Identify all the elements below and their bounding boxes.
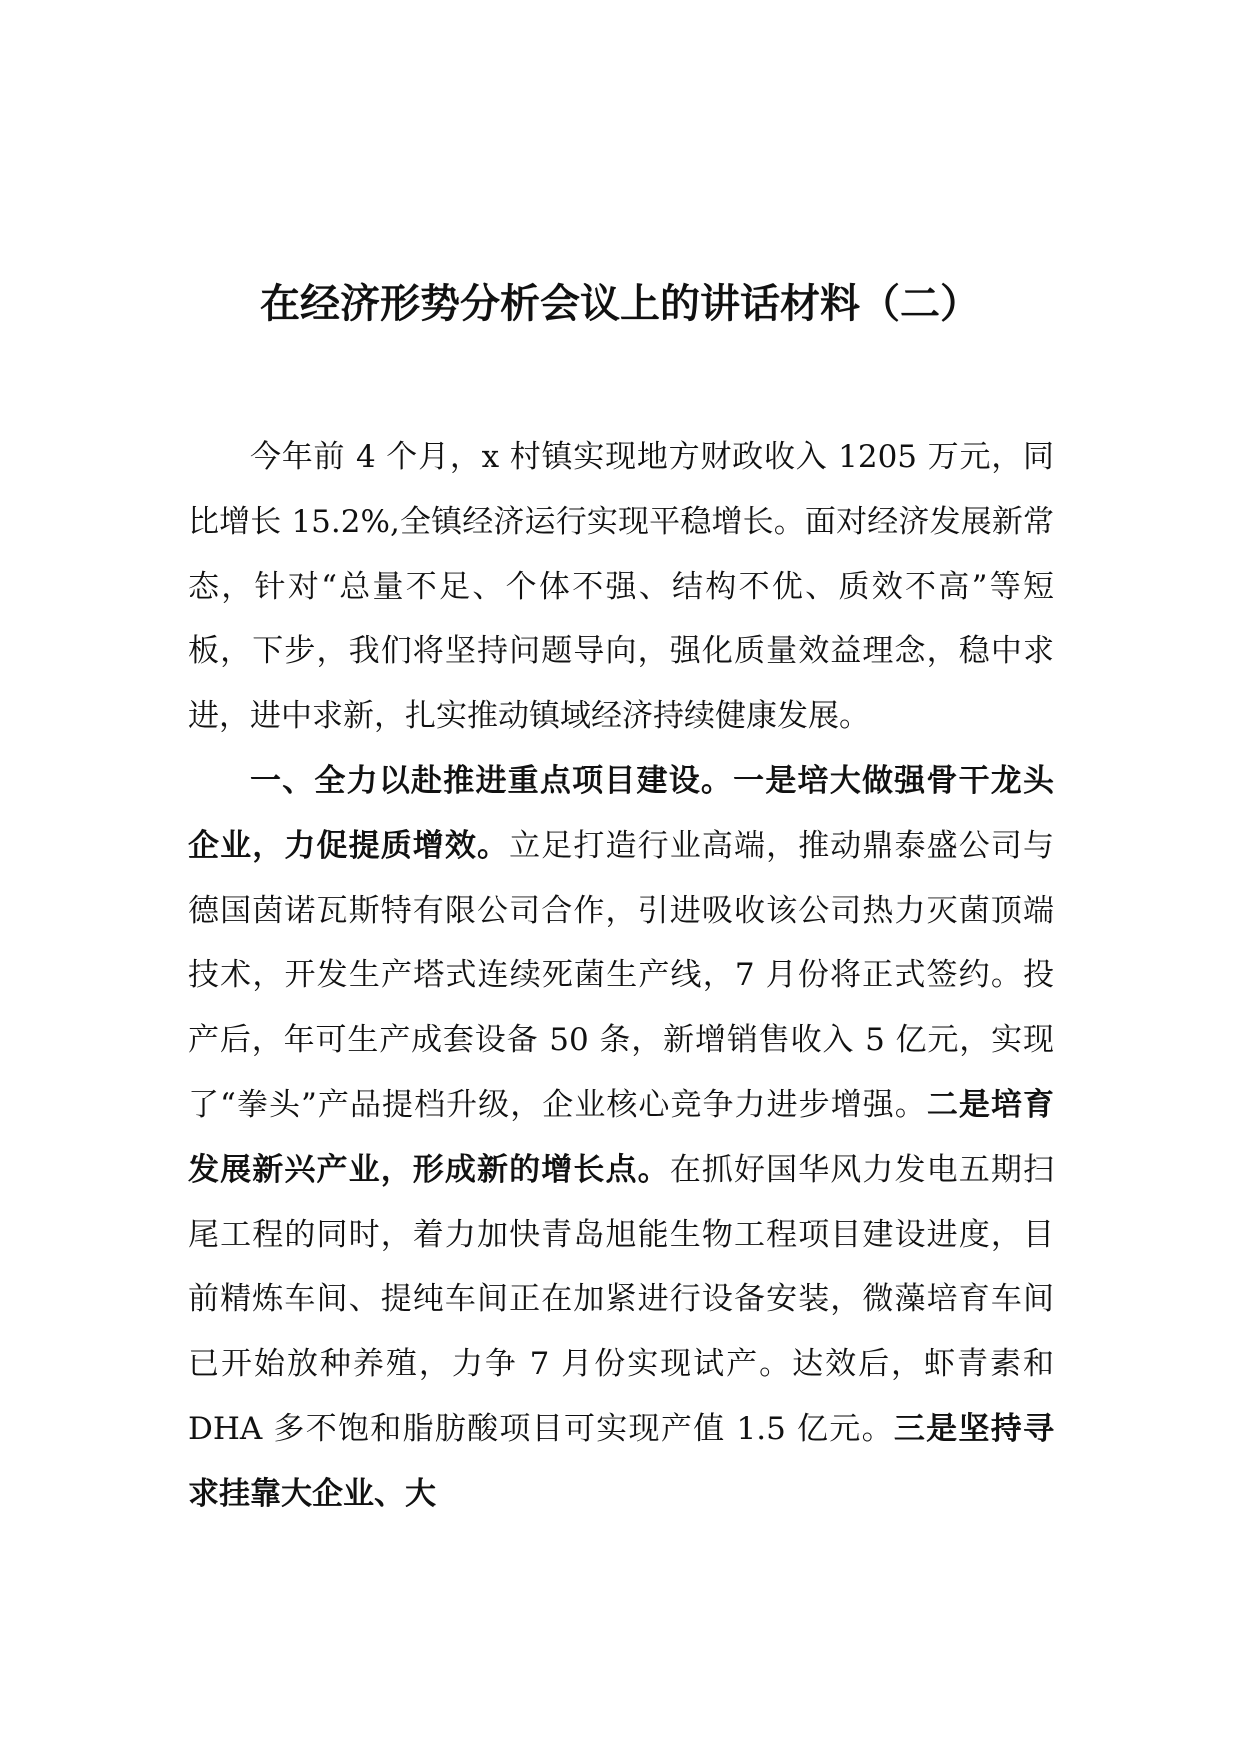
point-two-heading: 二是培育发展新兴产业，形成新的增长点。 (188, 1086, 1055, 1188)
point-three-heading: 三是坚持寻求挂靠大企业、大 (188, 1410, 1055, 1512)
point-one-text: 立足打造行业高端，推动鼎泰盛公司与德国茵诺瓦斯特有限公司合作，引进吸收该公司热力灭菌顶端技术，开发生产塔式连续死菌生产线，7 月份将正式签约。投产后，年可生产成套设备 50 条，新增销售收入 5 亿元，实现了“拳头”产品提档升级，企业核心竞争力进步增强。 (188, 827, 1055, 1123)
point-two-text: 在抓好国华风力发电五期扫尾工程的同时，着力加快青岛旭能生物工程项目建设进度，目前精炼车间、提纯车间正在加紧进行设备安装，微藻培育车间已开始放种养殖，力争 7 月份实现试产。达效后，虾青素和 DHA 多不饱和脂肪酸项目可实现产值 1.5 亿元。 (188, 1151, 1055, 1447)
section-one-heading: 一、全力以赴推进重点项目建设。 (250, 762, 734, 799)
point-one-heading: 一是培大做强骨干龙头企业，力促提质增效。 (188, 762, 1054, 864)
intro-paragraph: 今年前 4 个月，x 村镇实现地方财政收入 1205 万元，同比增长 15.2%,全镇经济运行实现平稳增长。面对经济发展新常态，针对“总量不足、个体不强、结构不优、质效不高”等短板，下步，我们将坚持问题导向，强化质量效益理念，稳中求进，进中求新，扎实推动镇域经济持续健康发展。 (188, 439, 1054, 735)
document-title: 在经济形势分析会议上的讲话材料（二） (260, 281, 980, 327)
section-one-paragraph (188, 749, 1054, 1527)
document-body (188, 425, 1054, 1527)
